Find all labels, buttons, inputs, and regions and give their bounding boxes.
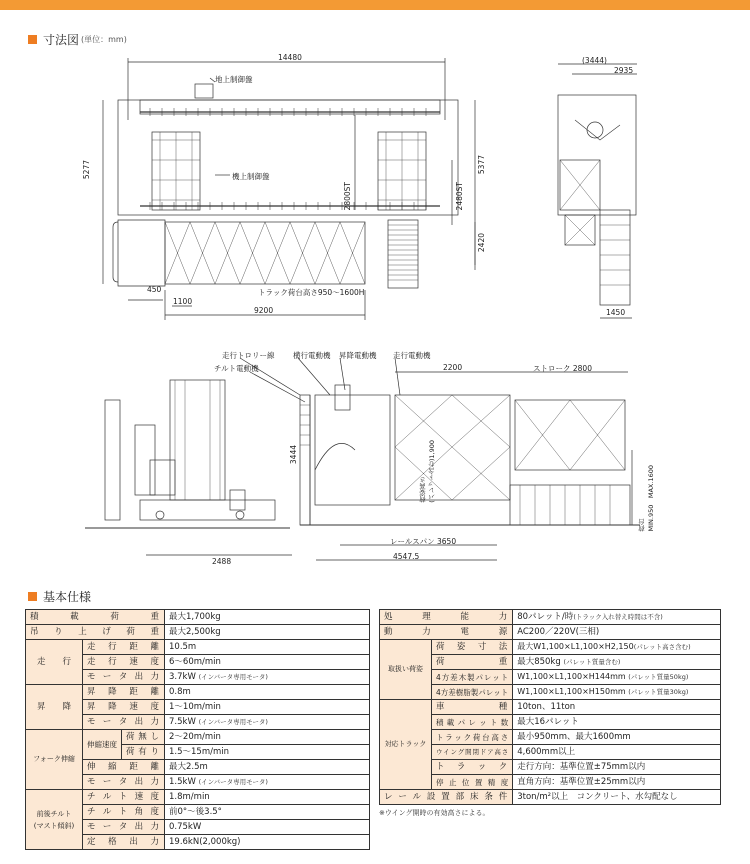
table-row: ウイング開閉ドア高さ 4,600mm以上	[380, 745, 721, 760]
label-traverse-motor: 横行電動機	[293, 351, 331, 360]
table-row: 処 理 能 力 80パレット/時(トラック入れ替え時間は不含)	[380, 610, 721, 625]
label-truck-bed-height: トラック荷台高さ950～1600H	[258, 288, 365, 297]
dim-stroke-2800: ストローク 2800	[533, 364, 592, 373]
dimension-unit-text: (単位：mm)	[81, 35, 127, 44]
table-row: フォーク伸縮 伸縮速度 荷無し 2～20m/min	[26, 730, 370, 745]
table-row: 伸 縮 距 離 最大2.5m	[26, 760, 370, 775]
table-row: 4方差木製パレット W1,100×L1,100×H144mm (パレット質量50kg)	[380, 670, 721, 685]
table-row: 荷有り 1.5～15m/min	[26, 745, 370, 760]
table-row: 積載パレット数 最大16パレット	[380, 715, 721, 730]
footnote: ※ウイング開時の有効高さによる。	[379, 809, 490, 817]
dim-2935: 2935	[614, 66, 634, 75]
dim-9200: 9200	[254, 306, 274, 315]
label-travel-motor: 走行電動機	[393, 351, 431, 360]
table-row: 走 行 速 度 6～60m/min	[26, 655, 370, 670]
table-row: チ ル ト 角 度 前0°～後3.5°	[26, 805, 370, 820]
table-row: ト ラ ッ ク 走行方向：基準位置±75mm以内	[380, 760, 721, 775]
table-row: モ ー タ 出 力 0.75kW	[26, 820, 370, 835]
spec-table-right	[379, 609, 721, 805]
table-row: 対応トラック 車 種 10ton、11ton	[380, 700, 721, 715]
dim-rail-span: レールスパン 3650	[390, 537, 457, 546]
label-ground-panel: 地上制御盤	[215, 75, 253, 84]
table-row: 4方差樹脂製パレット W1,100×L1,100×H150mm (パレット質量30kg)	[380, 685, 721, 700]
table-row: レール設置部床条件 3ton/m²以上 コンクリート、水勾配なし	[380, 790, 721, 805]
section-marker-icon	[28, 592, 37, 601]
label-machine-panel: 機上制御盤	[232, 172, 270, 181]
dim-2800st: 2800ST	[343, 182, 352, 211]
dim-2200: 2200	[443, 363, 463, 372]
dim-5377: 5377	[477, 155, 486, 175]
dim-2420: 2420	[477, 233, 486, 253]
table-row: モ ー タ 出 力 1.5kW (インバータ専用モータ)	[26, 775, 370, 790]
table-row: モ ー タ 出 力 7.5kW (インバータ専用モータ)	[26, 715, 370, 730]
dim-450: 450	[147, 285, 162, 294]
dim-1100: 1100	[173, 297, 193, 306]
label-pallet-height: 荷姿高さ (パレット含む)1,900	[419, 440, 436, 503]
dim-4547: 4547.5	[393, 552, 420, 561]
table-row: 荷 重 最大850kg (パレット質量含む)	[380, 655, 721, 670]
table-row: 前後チルト (マスト傾斜) チ ル ト 速 度 1.8m/min	[26, 790, 370, 805]
dim-1450: 1450	[606, 308, 626, 317]
dim-5277: 5277	[82, 160, 91, 180]
table-row: 走 行 走 行 距 離 10.5m	[26, 640, 370, 655]
spec-section-title	[28, 588, 91, 605]
table-row: 昇 降 昇 降 距 離 0.8m	[26, 685, 370, 700]
table-row: 昇 降 速 度 1～10m/min	[26, 700, 370, 715]
dim-2480st: 2480ST	[455, 182, 464, 211]
spec-table-left	[25, 609, 370, 850]
table-row: 取扱い荷姿 荷 姿 寸 法 最大W1,100×L1,100×H2,150(パレット高さ含む)	[380, 640, 721, 655]
dim-14480: 14480	[278, 53, 302, 62]
label-truck-deck-height: 荷台 MIN.950 MAX.1600	[638, 465, 655, 532]
spec-title-text: 基本仕様	[43, 590, 92, 604]
table-row: 積 載 荷 重 最大1,700kg	[26, 610, 370, 625]
table-row: モ ー タ 出 力 3.7kW (インバータ専用モータ)	[26, 670, 370, 685]
dim-3444-paren: (3444)	[582, 56, 607, 65]
table-row: 定 格 出 力 19.6kN(2,000kg)	[26, 835, 370, 850]
dim-3444: 3444	[289, 445, 298, 465]
table-row: トラック荷台高さ 最小950mm、最大1600mm	[380, 730, 721, 745]
dimension-title-text: 寸法図	[43, 33, 80, 47]
table-row: 動 力 電 源 AC200／220V(三相)	[380, 625, 721, 640]
dim-2488: 2488	[212, 557, 232, 566]
table-row: 停止位置精度 直角方向：基準位置±25mm以内	[380, 775, 721, 790]
label-tilt-motor: チルト電動機	[214, 364, 259, 373]
label-lift-motor: 昇降電動機	[339, 351, 377, 360]
table-row: 吊 り 上 げ 荷 重 最大2,500kg	[26, 625, 370, 640]
label-trolley-line: 走行トロリー線	[222, 351, 275, 360]
